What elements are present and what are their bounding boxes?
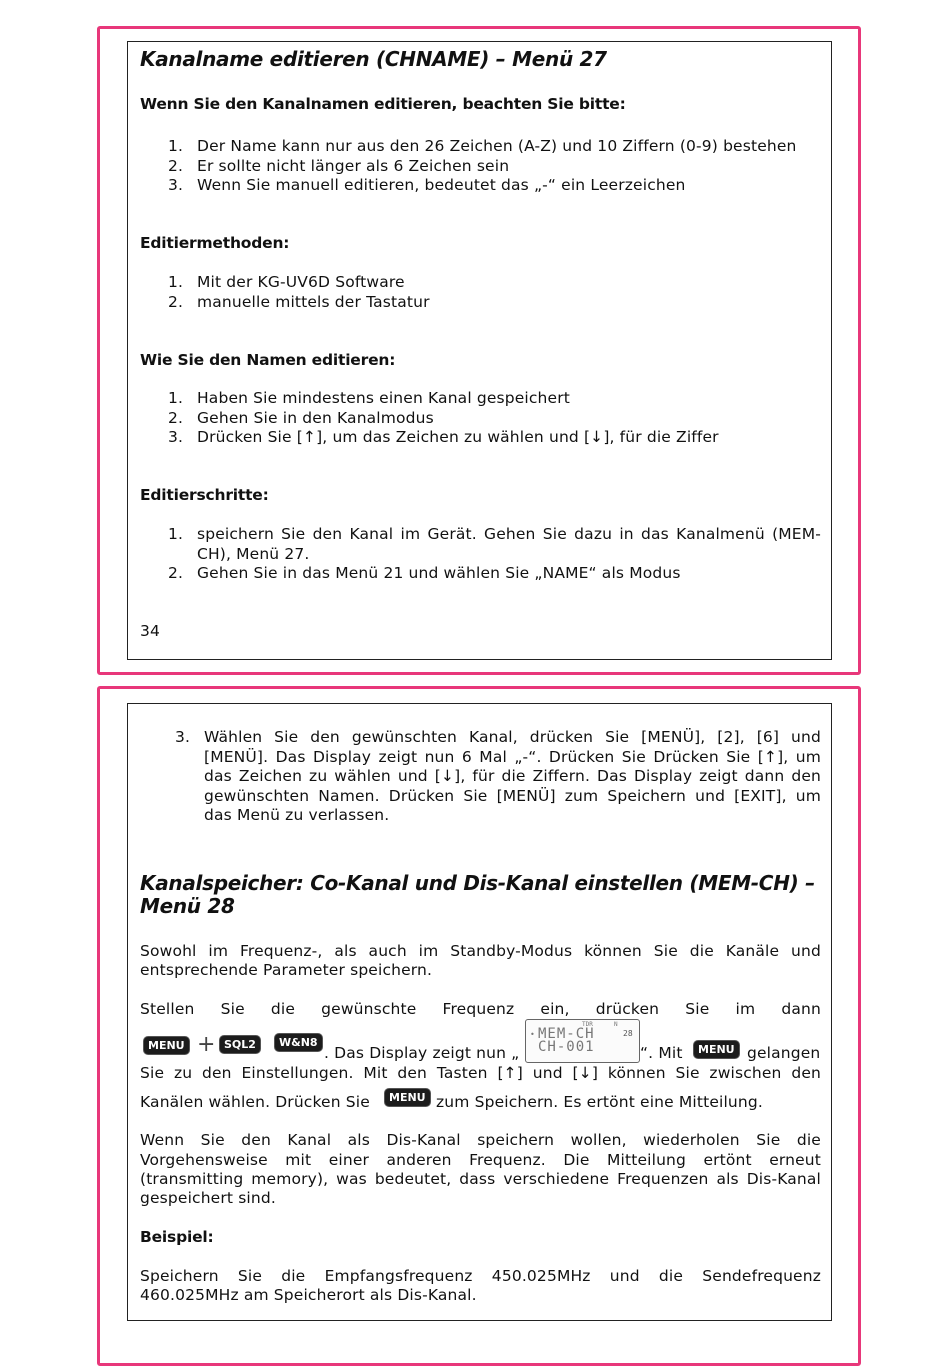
- paragraph-line: Sie zu den Einstellungen. Mit den Tasten [↑] und [↓] können Sie zwischen den: [140, 1064, 821, 1082]
- step-3-line: [MENÜ]. Das Display zeigt nun 6 Mal „-“. Drücken Sie Drücken Sie [↑], um: [204, 748, 821, 766]
- step-number: 3.: [175, 728, 191, 746]
- list-item: 1. Mit der KG-UV6D Software: [168, 273, 405, 291]
- paragraph-line: Speichern Sie die Empfangsfrequenz 450.025MHz und die Sendefrequenz: [140, 1267, 821, 1285]
- paragraph-line: Vorgehensweise mit einer anderen Frequenz. Die Mitteilung ertönt erneut: [140, 1151, 821, 1169]
- display-text: gelangen: [747, 1044, 821, 1062]
- how-heading: Wie Sie den Namen editieren:: [140, 351, 396, 369]
- step-3-line: das Menü zu verlassen.: [204, 806, 390, 824]
- paragraph-line: Kanälen wählen. Drücken Sie: [140, 1093, 370, 1111]
- step-number: 2.: [168, 564, 184, 582]
- list-item: 1. Haben Sie mindestens einen Kanal gespeichert: [168, 389, 570, 407]
- step-3-line: gewünschten Namen. Drücken Sie [MENÜ] zum Speichern und [EXIT], um: [204, 787, 821, 805]
- lcd-display-icon: TDR N 28 • MEM-CH CH-001: [525, 1019, 640, 1063]
- list-item: 3. Wenn Sie manuell editieren, bedeutet das „-“ ein Leerzeichen: [168, 176, 686, 194]
- section-title-memch: Kanalspeicher: Co-Kanal und Dis-Kanal einstellen (MEM-CH) –: [140, 871, 815, 895]
- step-number: 1.: [168, 525, 184, 543]
- sql2-key-icon: SQL2: [219, 1035, 261, 1054]
- note-heading: Wenn Sie den Kanalnamen editieren, beachten Sie bitte:: [140, 95, 626, 113]
- step-3-line: Wählen Sie den gewünschten Kanal, drücken Sie [MENÜ], [2], [6] und: [204, 728, 821, 746]
- paragraph-line: entsprechende Parameter speichern.: [140, 961, 433, 979]
- paragraph-line: Sowohl im Frequenz-, als auch im Standby-Modus können Sie die Kanäle und: [140, 942, 821, 960]
- page-number: 34: [140, 622, 161, 640]
- methods-heading: Editiermethoden:: [140, 234, 290, 252]
- list-item: 3. Drücken Sie [↑], um das Zeichen zu wählen und [↓], für die Ziffer: [168, 428, 719, 446]
- wn8-key-icon: W&N8: [274, 1033, 323, 1052]
- rules-list: [140, 137, 797, 196]
- section-title-memch-2: Menü 28: [140, 894, 235, 918]
- paragraph-line: Stellen Sie die gewünschte Frequenz ein, drücken Sie im dann: [140, 1000, 821, 1018]
- paragraph-line: Wenn Sie den Kanal als Dis-Kanal speichern wollen, wiederholen Sie die: [140, 1131, 821, 1149]
- menu-key-icon: MENU: [384, 1088, 431, 1107]
- list-item: 2. Gehen Sie in den Kanalmodus: [168, 408, 434, 427]
- example-heading: Beispiel:: [140, 1228, 214, 1246]
- how-list: [140, 389, 719, 448]
- step-1-line-1: speichern Sie den Kanal im Gerät. Gehen Sie dazu in das Kanalmenü (MEM-: [197, 525, 821, 543]
- step-3-line: das Zeichen zu wählen und [↓], für die Ziffern. Das Display zeigt dann den: [204, 767, 821, 785]
- menu-key-icon: MENU: [143, 1036, 190, 1055]
- paragraph-line: 460.025MHz am Speicherort als Dis-Kanal.: [140, 1286, 477, 1304]
- section-title-chname: Kanalname editieren (CHNAME) – Menü 27: [140, 47, 607, 71]
- list-item: 2. manuelle mittels der Tastatur: [168, 292, 430, 311]
- paragraph-line: gespeichert sind.: [140, 1189, 276, 1207]
- display-text: . Das Display zeigt nun „: [324, 1044, 520, 1062]
- paragraph-line: (transmitting memory), was bedeutet, dass verschiedene Frequenzen als Dis-Kanal: [140, 1170, 821, 1188]
- steps-heading: Editierschritte:: [140, 486, 269, 504]
- list-item: 1. Der Name kann nur aus den 26 Zeichen (A-Z) und 10 Ziffern (0-9) bestehen: [168, 137, 797, 155]
- display-text: “. Mit: [640, 1044, 683, 1062]
- list-item: 2. Er sollte nicht länger als 6 Zeichen sein: [168, 156, 510, 175]
- step-2: Gehen Sie in das Menü 21 und wählen Sie „NAME“ als Modus: [197, 564, 681, 582]
- menu-key-icon: MENU: [693, 1040, 740, 1059]
- methods-list: [140, 273, 430, 312]
- step-1-line-2: CH), Menü 27.: [197, 545, 310, 563]
- paragraph-line: zum Speichern. Es ertönt eine Mitteilung.: [436, 1093, 763, 1111]
- plus-icon: +: [197, 1032, 216, 1057]
